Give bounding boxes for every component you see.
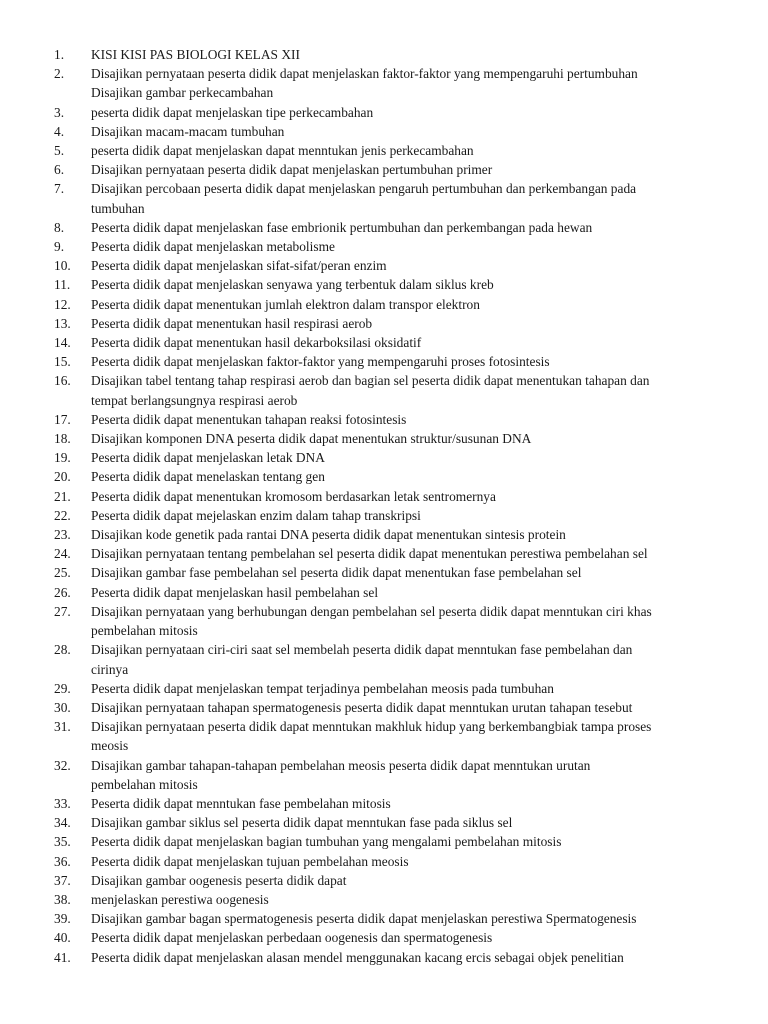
list-item-number: 14. bbox=[54, 335, 71, 351]
list-item-text: Peserta didik dapat menentukan jumlah elektron dalam transpor elektron bbox=[91, 296, 480, 312]
list-item bbox=[54, 928, 744, 947]
list-item bbox=[54, 237, 744, 256]
list-item-text: Disajikan pernyataan tentang pembelahan sel peserta didik dapat menentukan perestiwa pembelahan sel bbox=[91, 546, 648, 562]
list-item bbox=[54, 218, 744, 237]
list-item-number: 11. bbox=[54, 277, 71, 293]
list-item-number: 10. bbox=[54, 258, 71, 274]
list-item-number: 38. bbox=[54, 891, 71, 907]
list-item-text: Peserta didik dapat menjelaskan hasil pembelahan sel bbox=[91, 584, 379, 600]
list-item-text: Peserta didik dapat menentukan hasil dekarboksilasi oksidatif bbox=[91, 335, 422, 351]
list-item-text: Peserta didik dapat menjelaskan tujuan pembelahan meosis bbox=[91, 853, 409, 869]
list-item-text: Disajikan pernyataan ciri-ciri saat sel membelah peserta didik dapat menntukan fase pembelahan dan cirinya bbox=[91, 642, 633, 677]
list-item-number: 9. bbox=[54, 239, 65, 255]
list-item-number: 26. bbox=[54, 584, 71, 600]
list-item bbox=[54, 429, 744, 448]
numbered-list bbox=[54, 45, 744, 967]
list-item bbox=[54, 448, 744, 467]
list-item-text: Disajikan pernyataan peserta didik dapat menjelaskan pertumbuhan primer bbox=[91, 162, 493, 178]
list-item-text: Peserta didik dapat menntukan fase pembelahan mitosis bbox=[91, 795, 391, 811]
list-item-number: 23. bbox=[54, 527, 71, 543]
list-item-text: Disajikan gambar bagan spermatogenesis peserta didik dapat menjelaskan perestiwa Spermatogenesis bbox=[91, 911, 637, 927]
list-item bbox=[54, 698, 744, 717]
list-item-number: 7. bbox=[54, 181, 65, 197]
list-item-number: 28. bbox=[54, 642, 71, 658]
list-item-number: 15. bbox=[54, 354, 71, 370]
list-item-number: 25. bbox=[54, 565, 71, 581]
list-item-number: 33. bbox=[54, 795, 71, 811]
list-item bbox=[54, 371, 744, 409]
list-item-text: Peserta didik dapat menjelaskan senyawa yang terbentuk dalam siklus kreb bbox=[91, 277, 494, 293]
list-item-text: Peserta didik dapat menjelaskan bagian tumbuhan yang mengalami pembelahan mitosis bbox=[91, 834, 562, 850]
list-item-text: Disajikan komponen DNA peserta didik dapat menentukan struktur/susunan DNA bbox=[91, 431, 532, 447]
list-item-number: 30. bbox=[54, 699, 71, 715]
list-item bbox=[54, 852, 744, 871]
list-item-number: 8. bbox=[54, 219, 65, 235]
list-item-text: Peserta didik dapat menjelaskan tempat terjadinya pembelahan meosis pada tumbuhan bbox=[91, 680, 554, 696]
list-item-text: Peserta didik dapat menjelaskan sifat-sifat/peran enzim bbox=[91, 258, 387, 274]
list-item bbox=[54, 563, 744, 582]
list-item-number: 16. bbox=[54, 373, 71, 389]
list-item bbox=[54, 832, 744, 851]
list-item-text: peserta didik dapat menjelaskan tipe perkecambahan bbox=[91, 104, 374, 120]
list-item-number: 41. bbox=[54, 949, 71, 965]
list-item-text: Peserta didik dapat menjelaskan faktor-faktor yang mempengaruhi proses fotosintesis bbox=[91, 354, 550, 370]
list-item bbox=[54, 275, 744, 294]
list-item bbox=[54, 160, 744, 179]
list-item bbox=[54, 64, 744, 102]
list-item-text: Peserta didik dapat menentukan tahapan reaksi fotosintesis bbox=[91, 411, 407, 427]
list-item-number: 2. bbox=[54, 66, 65, 82]
list-item-number: 20. bbox=[54, 469, 71, 485]
list-item bbox=[54, 909, 744, 928]
list-item-number: 6. bbox=[54, 162, 65, 178]
list-item-text: Peserta didik dapat menentukan kromosom berdasarkan letak sentromernya bbox=[91, 488, 496, 504]
list-item-text: Peserta didik dapat menjelaskan metabolisme bbox=[91, 239, 335, 255]
list-item-text: Disajikan gambar fase pembelahan sel peserta didik dapat menentukan fase pembelahan sel bbox=[91, 565, 582, 581]
list-item bbox=[54, 756, 744, 794]
list-item bbox=[54, 295, 744, 314]
list-item-text: Peserta didik dapat menjelaskan letak DNA bbox=[91, 450, 325, 466]
list-item-number: 17. bbox=[54, 411, 71, 427]
list-item-number: 35. bbox=[54, 834, 71, 850]
list-item-number: 34. bbox=[54, 815, 71, 831]
list-item bbox=[54, 544, 744, 563]
list-item-number: 4. bbox=[54, 123, 65, 139]
list-item-text: Peserta didik dapat menjelaskan perbedaan oogenesis dan spermatogenesis bbox=[91, 930, 493, 946]
list-item bbox=[54, 179, 744, 217]
list-item-number: 12. bbox=[54, 296, 71, 312]
list-item-text: Peserta didik dapat menjelaskan fase embrionik pertumbuhan dan perkembangan pada hewan bbox=[91, 219, 593, 235]
list-item-text: Disajikan pernyataan peserta didik dapat menjelaskan faktor-faktor yang mempengaruhi pertumbuhan Disajikan gambar perkecambahan bbox=[91, 66, 638, 101]
list-item-text: Disajikan gambar tahapan-tahapan pembelahan meosis peserta didik dapat menntukan urutan pembelahan mitosis bbox=[91, 757, 591, 792]
list-item bbox=[54, 871, 744, 890]
list-item bbox=[54, 410, 744, 429]
list-item bbox=[54, 890, 744, 909]
list-item-number: 27. bbox=[54, 603, 71, 619]
list-item-text: Disajikan macam-macam tumbuhan bbox=[91, 123, 285, 139]
list-item bbox=[54, 45, 744, 64]
list-item-text: Peserta didik dapat menentukan hasil respirasi aerob bbox=[91, 315, 373, 331]
list-item-number: 1. bbox=[54, 47, 65, 62]
list-item bbox=[54, 506, 744, 525]
list-item-text: KISI KISI PAS BIOLOGI KELAS XII bbox=[91, 47, 300, 62]
list-item-text: Disajikan gambar siklus sel peserta didik dapat menntukan fase pada siklus sel bbox=[91, 815, 513, 831]
list-item bbox=[54, 314, 744, 333]
list-item-number: 36. bbox=[54, 853, 71, 869]
list-item-number: 19. bbox=[54, 450, 71, 466]
list-item-number: 22. bbox=[54, 507, 71, 523]
list-item bbox=[54, 640, 744, 678]
list-item-text: Peserta didik dapat menjelaskan alasan mendel menggunakan kacang ercis sebagai objek penelitian bbox=[91, 949, 624, 965]
list-item-number: 24. bbox=[54, 546, 71, 562]
list-item bbox=[54, 602, 744, 640]
list-item bbox=[54, 256, 744, 275]
list-item-number: 13. bbox=[54, 315, 71, 331]
list-item bbox=[54, 813, 744, 832]
list-item-number: 39. bbox=[54, 911, 71, 927]
list-item-text: menjelaskan perestiwa oogenesis bbox=[91, 891, 269, 907]
list-item-text: Disajikan kode genetik pada rantai DNA peserta didik dapat menentukan sintesis protein bbox=[91, 527, 566, 543]
list-item-text: Disajikan pernyataan peserta didik dapat menntukan makhluk hidup yang berkembangbiak tampa proses meosis bbox=[91, 719, 652, 754]
list-item-text: Disajikan percobaan peserta didik dapat menjelaskan pengaruh pertumbuhan dan perkembangan pada tumbuhan bbox=[91, 181, 637, 216]
list-item-text: Peserta didik dapat mejelaskan enzim dalam tahap transkripsi bbox=[91, 507, 421, 523]
list-item-number: 31. bbox=[54, 719, 71, 735]
list-item bbox=[54, 717, 744, 755]
list-item bbox=[54, 141, 744, 160]
list-item bbox=[54, 103, 744, 122]
list-item bbox=[54, 467, 744, 486]
list-item bbox=[54, 487, 744, 506]
list-item-number: 40. bbox=[54, 930, 71, 946]
list-item-text: Disajikan tabel tentang tahap respirasi aerob dan bagian sel peserta didik dapat menentukan tahapan dan tempat berlangsungnya respirasi aerob bbox=[91, 373, 650, 408]
list-item bbox=[54, 122, 744, 141]
list-item-number: 18. bbox=[54, 431, 71, 447]
list-item-number: 29. bbox=[54, 680, 71, 696]
list-item-text: Disajikan pernyataan tahapan spermatogenesis peserta didik dapat menntukan urutan tahapan tesebut bbox=[91, 699, 633, 715]
list-item-number: 5. bbox=[54, 143, 65, 159]
list-item-number: 37. bbox=[54, 872, 71, 888]
list-item-text: Disajikan gambar oogenesis peserta didik dapat bbox=[91, 872, 347, 888]
list-item-number: 3. bbox=[54, 104, 65, 120]
list-item bbox=[54, 352, 744, 371]
list-item bbox=[54, 948, 744, 967]
list-item-text: peserta didik dapat menjelaskan dapat menntukan jenis perkecambahan bbox=[91, 143, 474, 159]
list-item-number: 21. bbox=[54, 488, 71, 504]
list-item-text: Disajikan pernyataan yang berhubungan dengan pembelahan sel peserta didik dapat menntukan ciri khas pembelahan mitosis bbox=[91, 603, 652, 639]
list-item bbox=[54, 679, 744, 698]
list-item bbox=[54, 583, 744, 602]
list-item bbox=[54, 333, 744, 352]
list-item-text: Peserta didik dapat menelaskan tentang gen bbox=[91, 469, 325, 485]
list-item bbox=[54, 525, 744, 544]
list-item-number: 32. bbox=[54, 757, 71, 773]
list-item bbox=[54, 794, 744, 813]
